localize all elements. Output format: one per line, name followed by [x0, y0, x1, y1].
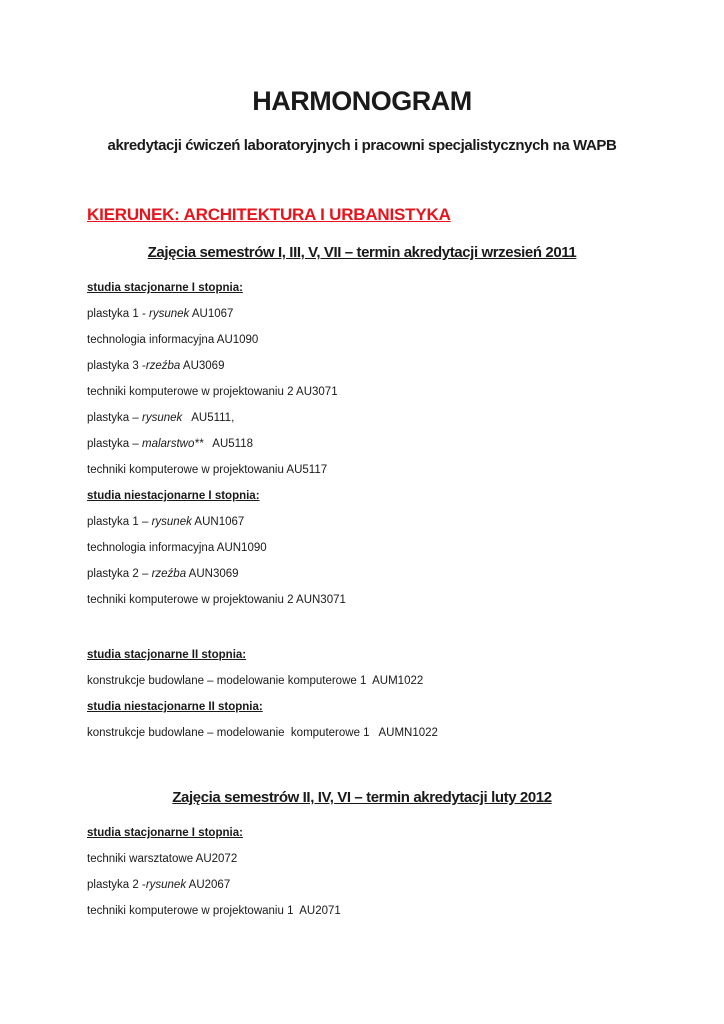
course-text: plastyka 2 –	[87, 568, 152, 580]
course-name-italic: rzeźba	[151, 568, 187, 580]
course-text: AU2067	[186, 879, 231, 891]
study-group-label: studia niestacjonarne II stopnia:	[87, 701, 263, 713]
course-text: techniki komputerowe w projektowaniu AU5117	[87, 464, 328, 476]
course-line	[87, 509, 684, 535]
course-text: techniki komputerowe w projektowaniu 2 AU3071	[87, 386, 338, 398]
study-group-label: studia niestacjonarne I stopnia:	[87, 490, 260, 502]
course-text: techniki komputerowe w projektowaniu 1 AU2071	[87, 905, 341, 917]
course-text: konstrukcje budowlane – modelowanie komputerowe 1 AUMN1022	[87, 727, 438, 739]
course-line	[87, 561, 684, 587]
course-line	[87, 898, 684, 924]
course-text: techniki warsztatowe AU2072	[87, 853, 238, 865]
course-line	[87, 405, 684, 431]
course-text: AU1067	[189, 308, 234, 320]
course-line	[87, 457, 684, 483]
course-line	[87, 720, 684, 746]
study-group	[0, 820, 724, 924]
course-line	[87, 431, 684, 457]
course-text: plastyka 1 –	[87, 516, 152, 528]
study-group	[0, 275, 724, 483]
course-line	[87, 846, 684, 872]
course-text: AUN1067	[191, 516, 245, 528]
course-text: AU5111,	[182, 412, 235, 424]
course-name-italic: rysunek	[149, 308, 190, 320]
document-title: HARMONOGRAM	[252, 86, 472, 116]
study-group	[0, 694, 724, 746]
study-group-label: studia stacjonarne I stopnia:	[87, 282, 243, 294]
course-text: plastyka –	[87, 438, 142, 450]
course-text: plastyka 3 -	[87, 360, 146, 372]
course-text: technologia informacyjna AU1090	[87, 334, 259, 346]
course-line	[87, 301, 684, 327]
course-line	[87, 668, 684, 694]
course-text: AU3069	[180, 360, 225, 372]
course-text: plastyka –	[87, 412, 142, 424]
schedule-block	[0, 788, 724, 924]
course-name-italic: malarstwo**	[141, 438, 204, 450]
study-group-label: studia stacjonarne II stopnia:	[87, 649, 247, 661]
course-name-italic: rzeźba	[145, 360, 181, 372]
course-line	[87, 353, 684, 379]
course-text: plastyka 2 -	[87, 879, 146, 891]
document-subtitle: akredytacji ćwiczeń laboratoryjnych i pracowni specjalistycznych na WAPB	[107, 137, 617, 154]
course-line	[87, 327, 684, 353]
study-group	[0, 642, 724, 694]
course-text: plastyka 1 -	[87, 308, 149, 320]
course-line	[87, 587, 684, 613]
schedule-blocks	[0, 243, 724, 924]
course-text: AU5118	[203, 438, 253, 450]
course-line	[87, 379, 684, 405]
study-group-label: studia stacjonarne I stopnia:	[87, 827, 243, 839]
course-text: AUN3069	[186, 568, 239, 580]
course-text: konstrukcje budowlane – modelowanie komputerowe 1 AUM1022	[87, 675, 424, 687]
course-name-italic: rysunek	[141, 412, 183, 424]
course-name-italic: rysunek	[151, 516, 192, 528]
study-group	[0, 483, 724, 613]
section-heading: Zajęcia semestrów II, IV, VI – termin akredytacji luty 2012	[172, 789, 552, 806]
course-text: technologia informacyjna AUN1090	[87, 542, 267, 554]
kierunek-heading: KIERUNEK: ARCHITEKTURA I URBANISTYKA	[87, 205, 451, 224]
section-heading: Zajęcia semestrów I, III, V, VII – termin akredytacji wrzesień 2011	[147, 244, 577, 261]
course-line	[87, 872, 684, 898]
course-text: techniki komputerowe w projektowaniu 2 AUN3071	[87, 594, 346, 606]
course-name-italic: rysunek	[145, 879, 187, 891]
course-line	[87, 535, 684, 561]
schedule-block	[0, 243, 724, 746]
